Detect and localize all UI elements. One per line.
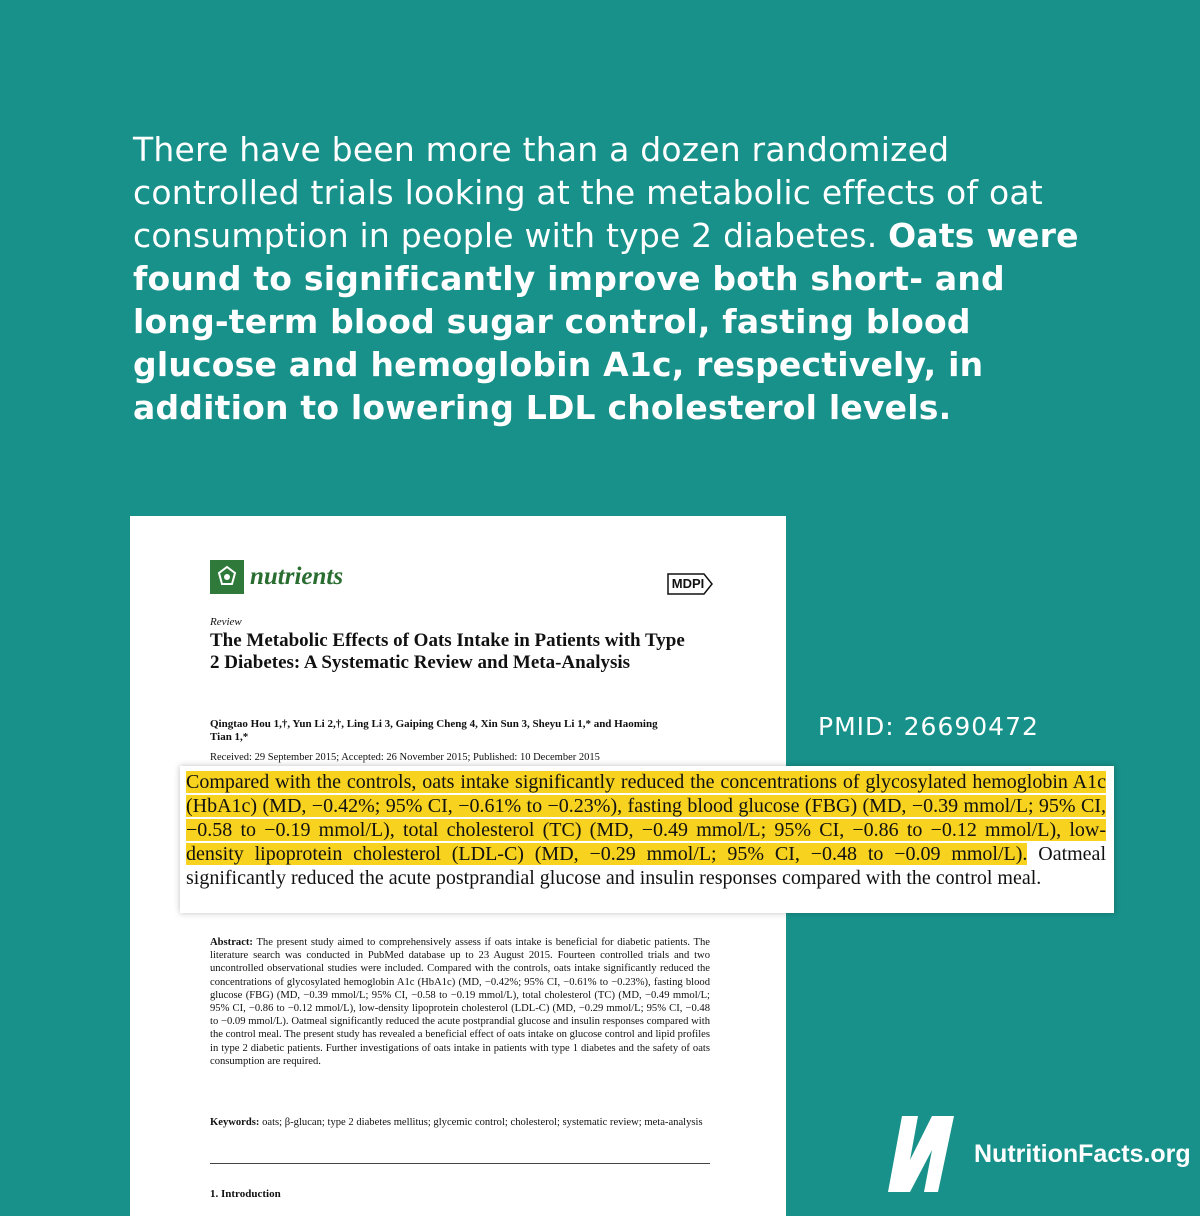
- section-heading: 1. Introduction: [210, 1188, 281, 1200]
- paper-title: The Metabolic Effects of Oats Intake in Patients with Type 2 Diabetes: A Systematic Review and Meta-Analysis: [210, 630, 685, 673]
- abstract-text: The present study aimed to comprehensively assess if oats intake is beneficial for diabetic patients. The literature search was conducted in PubMed database up to 23 August 2015. Fourteen controlled trials and two uncontrolled observational studies were included. Compared with the controls, oats intake significantly reduced the concentrations of glycosylated hemoglobin A1c (HbA1c) (MD, −0.42%; 95% CI, −0.61% to −0.23%), fasting blood glucose (FBG) (MD, −0.39 mmol/L; 95% CI, −0.58 to −0.19 mmol/L), total cholesterol (TC) (MD, −0.49 mmol/L; 95% CI, −0.86 to −0.12 mmol/L), low-density lipoprotein cholesterol (LDL-C) (MD, −0.29 mmol/L; 95% CI, −0.48 to −0.09 mmol/L). Oatmeal significantly reduced the acute postprandial glucose and insulin responses compared with the control meal. The present study has revealed a beneficial effect of oats intake on glucose control and lipid profiles in type 2 diabetic patients. Further investigations of oats intake in patients with type 1 diabetes and the safety of oats consumption are required.: [210, 937, 710, 1067]
- headline: [133, 128, 1093, 429]
- headline-bold: Oats were found to significantly improve both short- and long-term blood sugar control, fasting blood glucose and hemoglobin A1c, respectively, in addition to lowering LDL cholesterol levels.: [133, 216, 1079, 427]
- headline-plain: There have been more than a dozen randomized controlled trials looking at the metabolic effects of oat consumption in people with type 2 diabetes.: [133, 130, 1043, 255]
- publisher-name: MDPI: [671, 576, 705, 591]
- highlighted-text: Compared with the controls, oats intake significantly reduced the concentrations of glycosylated hemoglobin A1c (HbA1c) (MD, −0.42%; 95% CI, −0.61% to −0.23%), fasting blood glucose (FBG) (MD, −0.39 mmol/L; 95% CI, −0.58 to −0.19 mmol/L), total cholesterol (TC) (MD, −0.49 mmol/L; 95% CI, −0.86 to −0.12 mmol/L), low-density lipoprotein cholesterol (LDL-C) (MD, −0.29 mmol/L; 95% CI, −0.48 to −0.09 mmol/L).: [186, 771, 1106, 865]
- journal-name: nutrients: [250, 563, 344, 590]
- divider: [210, 1163, 710, 1164]
- brand-name: NutritionFacts.org: [974, 1139, 1191, 1168]
- zoomed-excerpt-text: [186, 770, 1106, 890]
- nf-logo-icon: [880, 1110, 966, 1198]
- publisher-logo: [664, 570, 716, 598]
- journal-emblem-icon: [210, 560, 244, 594]
- keywords-text: oats; β-glucan; type 2 diabetes mellitus; glycemic control; cholesterol; systematic review; meta-analysis: [262, 1117, 703, 1128]
- excerpt-continuation: Oatmeal significantly reduced the acute postprandial glucose and insulin responses compared with the control meal.: [186, 843, 1106, 889]
- keywords: [210, 1116, 710, 1129]
- brand-logo: [880, 1110, 1191, 1198]
- authors: Qingtao Hou 1,†, Yun Li 2,†, Ling Li 3, Gaiping Cheng 4, Xin Sun 3, Sheyu Li 1,* and Haoming Tian 1,*: [210, 718, 658, 743]
- journal-logo: [210, 560, 343, 594]
- zoomed-excerpt: [180, 766, 1114, 913]
- publication-dates: Received: 29 September 2015; Accepted: 26 November 2015; Published: 10 December 2015: [210, 752, 600, 763]
- abstract-label: Abstract:: [210, 937, 253, 948]
- abstract: [210, 936, 710, 1068]
- pmid-label: PMID: 26690472: [818, 712, 1039, 741]
- article-type: Review: [210, 616, 242, 628]
- keywords-label: Keywords:: [210, 1117, 260, 1128]
